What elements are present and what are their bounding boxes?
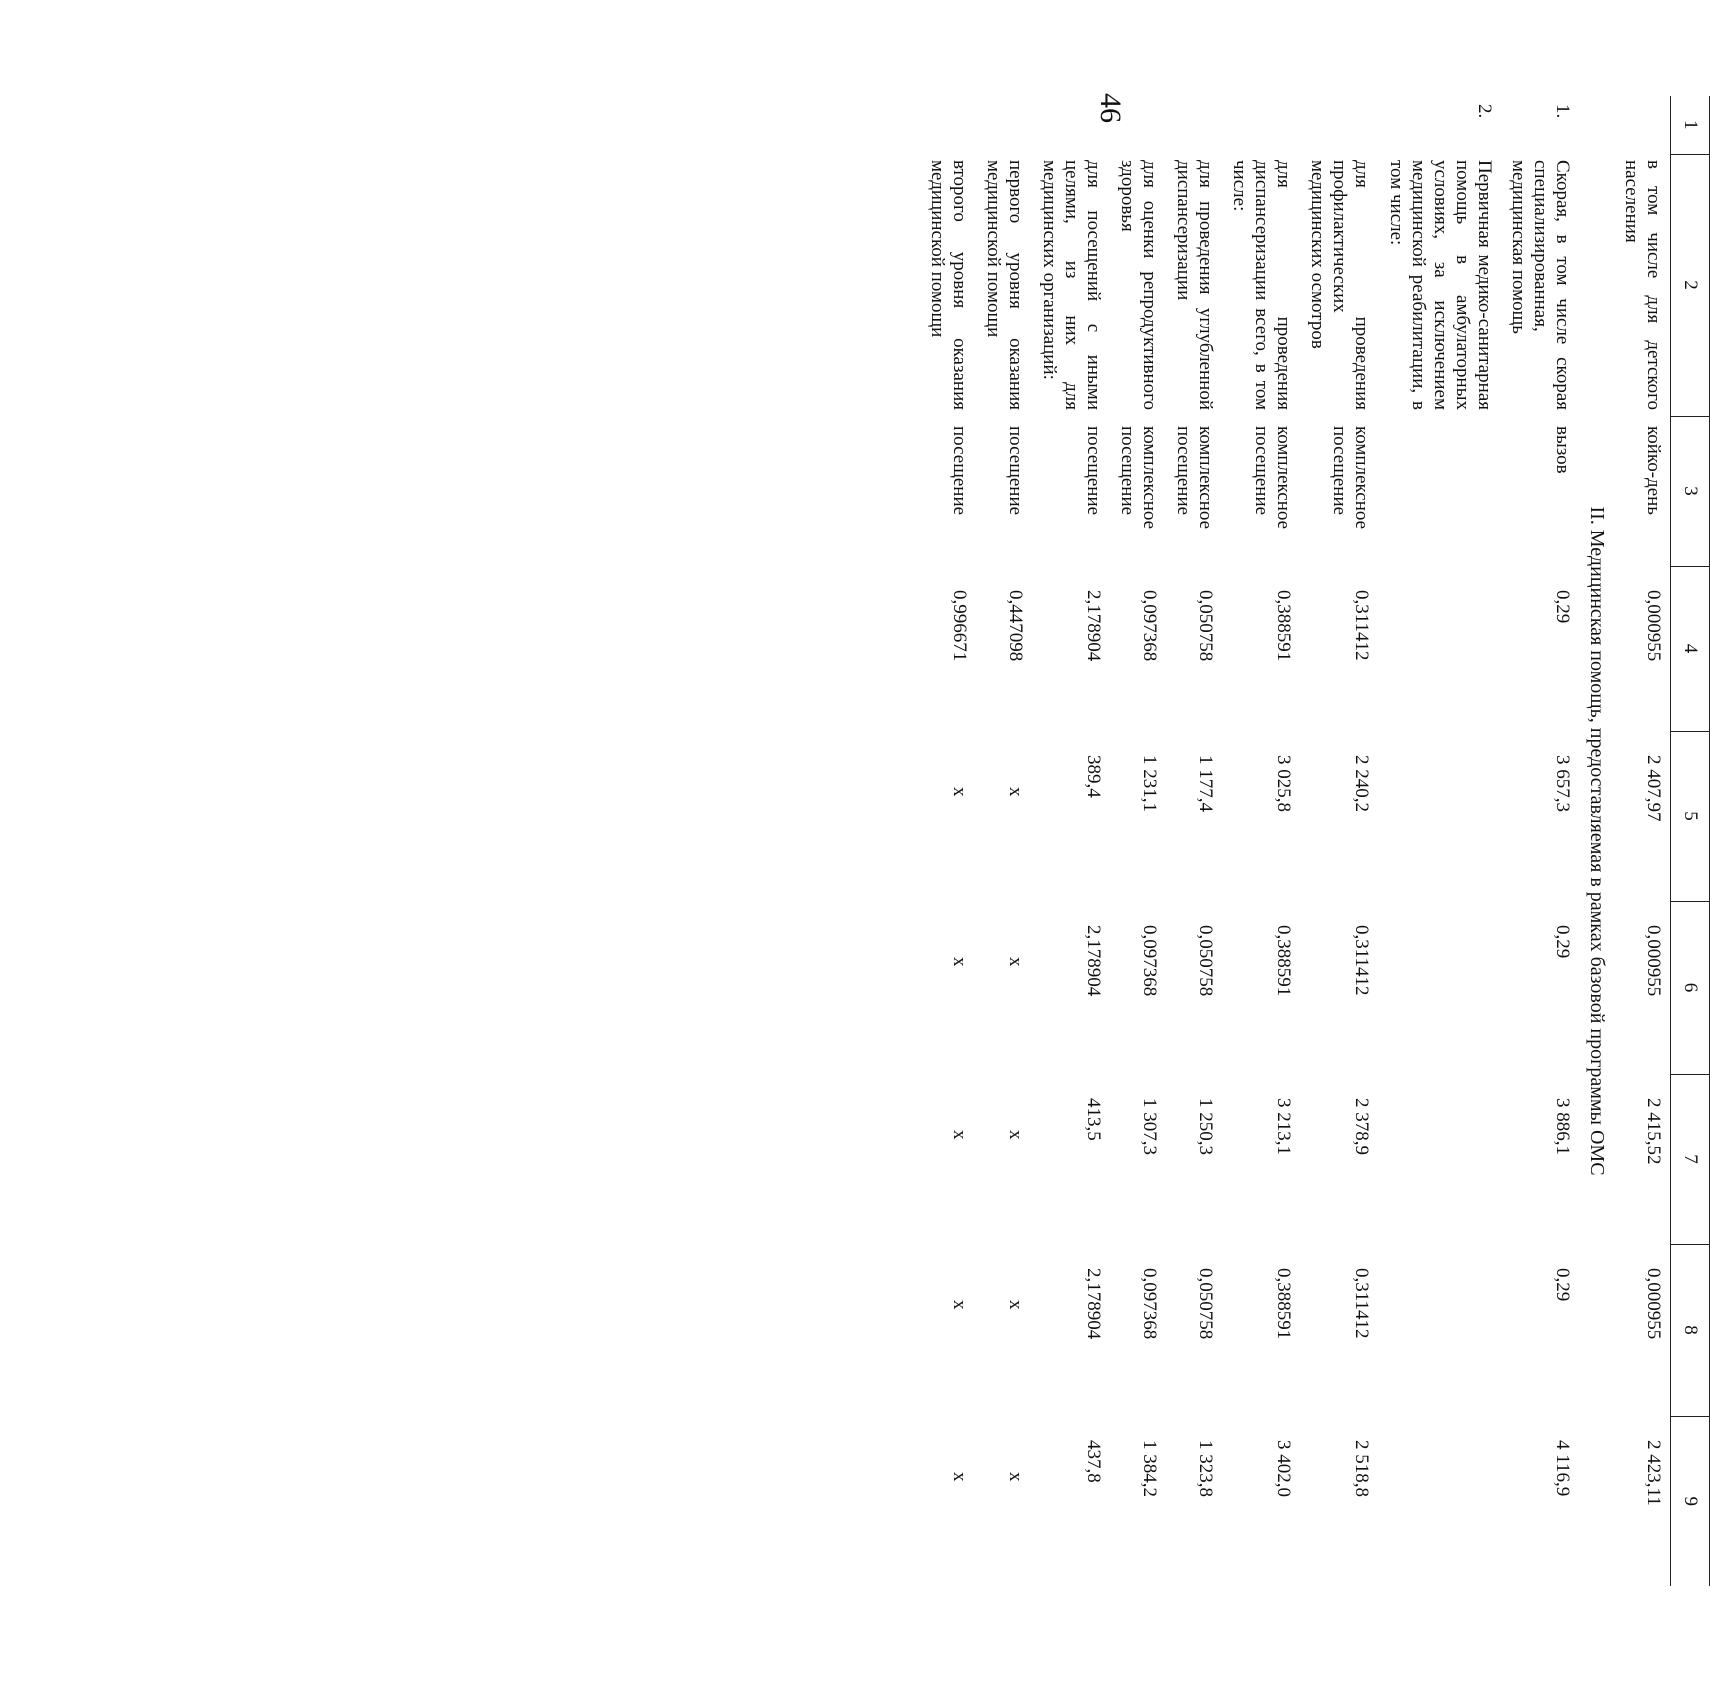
table-row bbox=[976, 96, 1032, 1586]
value-cell-9: 2 423,11 bbox=[1643, 1440, 1664, 1506]
unit-cell: посещение bbox=[949, 426, 971, 516]
unit-cell: комплексное посещение bbox=[1251, 426, 1295, 530]
column-number-row bbox=[1671, 96, 1710, 1586]
row-name: Первичная медико-санитарная помощь в амбулаторных условиях, за исключением медицинской реабилитации, в том числе: bbox=[1385, 160, 1495, 410]
value-cell-7: х bbox=[949, 1130, 971, 1140]
value-cell-6: 0,388591 bbox=[1273, 925, 1295, 997]
row-number bbox=[1300, 96, 1378, 154]
value-cell-4: 0,388591 bbox=[1273, 590, 1295, 662]
table-row bbox=[1222, 96, 1300, 1586]
value-cell-9: 4 116,9 bbox=[1551, 1440, 1573, 1497]
row-number bbox=[1032, 96, 1110, 154]
value-cell-4 bbox=[1379, 566, 1501, 731]
rotated-table-sheet bbox=[140, 96, 1710, 1600]
row-number bbox=[976, 96, 1032, 154]
section-row bbox=[1579, 96, 1614, 1586]
row-number bbox=[1222, 96, 1300, 154]
value-cell-7: 413,5 bbox=[1083, 1098, 1105, 1141]
row-number: 1. bbox=[1551, 104, 1573, 119]
value-cell-6: 0,000955 bbox=[1643, 925, 1664, 997]
value-cell-4: 2,178904 bbox=[1083, 590, 1105, 662]
value-cell-5: 3 657,3 bbox=[1551, 755, 1573, 812]
value-cell-5: х bbox=[1005, 787, 1027, 797]
column-number: 7 bbox=[1671, 1074, 1710, 1244]
row-number bbox=[1614, 96, 1671, 154]
column-number: 8 bbox=[1671, 1244, 1710, 1416]
table-row bbox=[1166, 96, 1222, 1586]
row-name: для проведения углубленной диспансеризации bbox=[1173, 160, 1217, 410]
value-cell-7: 2 415,52 bbox=[1643, 1098, 1664, 1165]
table-row bbox=[1379, 96, 1501, 1586]
value-cell-9 bbox=[1379, 1416, 1501, 1586]
page-number: 46 bbox=[1094, 93, 1127, 123]
unit-cell: койко-день bbox=[1643, 426, 1664, 515]
value-cell-8: 0,388591 bbox=[1273, 1268, 1295, 1340]
table-row bbox=[1501, 96, 1579, 1586]
column-number: 2 bbox=[1671, 154, 1710, 416]
value-cell-7: 3 886,1 bbox=[1551, 1098, 1573, 1155]
value-cell-4: 0,097368 bbox=[1139, 590, 1161, 662]
unit-cell: комплексное посещение bbox=[1329, 426, 1373, 530]
section-title: II. Медицинская помощь, предоставляемая в рамках базовой программы ОМС bbox=[1585, 506, 1608, 1176]
table-body bbox=[920, 96, 1710, 1586]
value-cell-6: 0,311412 bbox=[1351, 925, 1373, 996]
table-row bbox=[1614, 96, 1671, 1586]
column-number: 5 bbox=[1671, 731, 1710, 901]
unit-cell: вызов bbox=[1551, 426, 1573, 474]
value-cell-7: 1 250,3 bbox=[1195, 1098, 1217, 1155]
value-cell-8: х bbox=[949, 1300, 971, 1310]
row-name: для проведения диспансеризации всего, в том числе: bbox=[1229, 160, 1295, 410]
column-number: 9 bbox=[1671, 1416, 1710, 1586]
value-cell-4: 0,29 bbox=[1551, 590, 1573, 624]
value-cell-9: 1 384,2 bbox=[1139, 1440, 1161, 1497]
value-cell-7: 2 378,9 bbox=[1351, 1098, 1373, 1155]
value-cell-5: 2 407,97 bbox=[1643, 755, 1664, 822]
row-name: для посещений с иными целями, из них для медицинских организаций: bbox=[1039, 160, 1105, 410]
value-cell-6: 2,178904 bbox=[1083, 925, 1105, 997]
value-cell-9: х bbox=[949, 1472, 971, 1482]
value-cell-9: 1 323,8 bbox=[1195, 1440, 1217, 1497]
column-number: 6 bbox=[1671, 901, 1710, 1074]
value-cell-7 bbox=[1379, 1074, 1501, 1244]
value-cell-5: х bbox=[949, 787, 971, 797]
value-cell-9: 2 518,8 bbox=[1351, 1440, 1373, 1497]
column-number: 1 bbox=[1671, 96, 1710, 154]
value-cell-9: 3 402,0 bbox=[1273, 1440, 1295, 1497]
table-row bbox=[920, 96, 976, 1586]
value-cell-4: 0,447098 bbox=[1005, 590, 1027, 662]
value-cell-6: 0,097368 bbox=[1139, 925, 1161, 997]
value-cell-5: 1 231,1 bbox=[1139, 755, 1161, 812]
table-row bbox=[1300, 96, 1378, 1586]
column-number: 4 bbox=[1671, 566, 1710, 731]
value-cell-8: 0,29 bbox=[1551, 1268, 1573, 1302]
value-cell-8: 0,097368 bbox=[1139, 1268, 1161, 1340]
value-cell-6: 0,050758 bbox=[1195, 925, 1217, 997]
value-cell-5 bbox=[1379, 731, 1501, 901]
value-cell-9: х bbox=[1005, 1472, 1027, 1482]
row-number bbox=[920, 96, 976, 154]
unit-cell: комплексное посещение bbox=[1117, 426, 1161, 530]
row-name: в том числе для детского населения bbox=[1620, 160, 1664, 410]
value-cell-6: х bbox=[949, 957, 971, 967]
row-number: 2. bbox=[1473, 104, 1495, 119]
value-cell-8: 0,000955 bbox=[1643, 1268, 1664, 1340]
table-row bbox=[1110, 96, 1166, 1586]
value-cell-5: 2 240,2 bbox=[1351, 755, 1373, 812]
value-cell-8: 0,050758 bbox=[1195, 1268, 1217, 1340]
row-name: для оценки репродуктивного здоровья bbox=[1117, 160, 1161, 410]
value-cell-8: 0,311412 bbox=[1351, 1268, 1373, 1339]
value-cell-4: 0,050758 bbox=[1195, 590, 1217, 662]
value-cell-8: х bbox=[1005, 1300, 1027, 1310]
value-cell-7: 3 213,1 bbox=[1273, 1098, 1295, 1155]
value-cell-8: 2,178904 bbox=[1083, 1268, 1105, 1340]
value-cell-5: 1 177,4 bbox=[1195, 755, 1217, 812]
value-cell-6: х bbox=[1005, 957, 1027, 967]
row-name: для проведения профилактических медицинских осмотров bbox=[1307, 160, 1373, 410]
value-cell-9: 437,8 bbox=[1083, 1440, 1105, 1483]
row-number bbox=[1166, 96, 1222, 154]
value-cell-4: 0,000955 bbox=[1643, 590, 1664, 662]
value-cell-5: 3 025,8 bbox=[1273, 755, 1295, 812]
row-name: Скорая, в том числе скорая специализированная, медицинская помощь bbox=[1507, 160, 1573, 410]
unit-cell bbox=[1379, 416, 1501, 566]
row-name: второго уровня оказания медицинской помощи bbox=[927, 160, 971, 410]
value-cell-6 bbox=[1379, 901, 1501, 1074]
row-name: первого уровня оказания медицинской помощи bbox=[983, 160, 1027, 410]
column-number: 3 bbox=[1671, 416, 1710, 566]
unit-cell: комплексное посещение bbox=[1173, 426, 1217, 530]
value-cell-7: 1 307,3 bbox=[1139, 1098, 1161, 1155]
data-table bbox=[920, 96, 1710, 1586]
value-cell-8 bbox=[1379, 1244, 1501, 1416]
value-cell-7: х bbox=[1005, 1130, 1027, 1140]
unit-cell: посещение bbox=[1083, 426, 1105, 516]
row-number bbox=[1110, 96, 1166, 154]
unit-cell: посещение bbox=[1005, 426, 1027, 516]
value-cell-5: 389,4 bbox=[1083, 755, 1105, 798]
value-cell-4: 0,311412 bbox=[1351, 590, 1373, 661]
table-row bbox=[1032, 96, 1110, 1586]
value-cell-4: 0,996671 bbox=[949, 590, 971, 662]
value-cell-6: 0,29 bbox=[1551, 925, 1573, 959]
